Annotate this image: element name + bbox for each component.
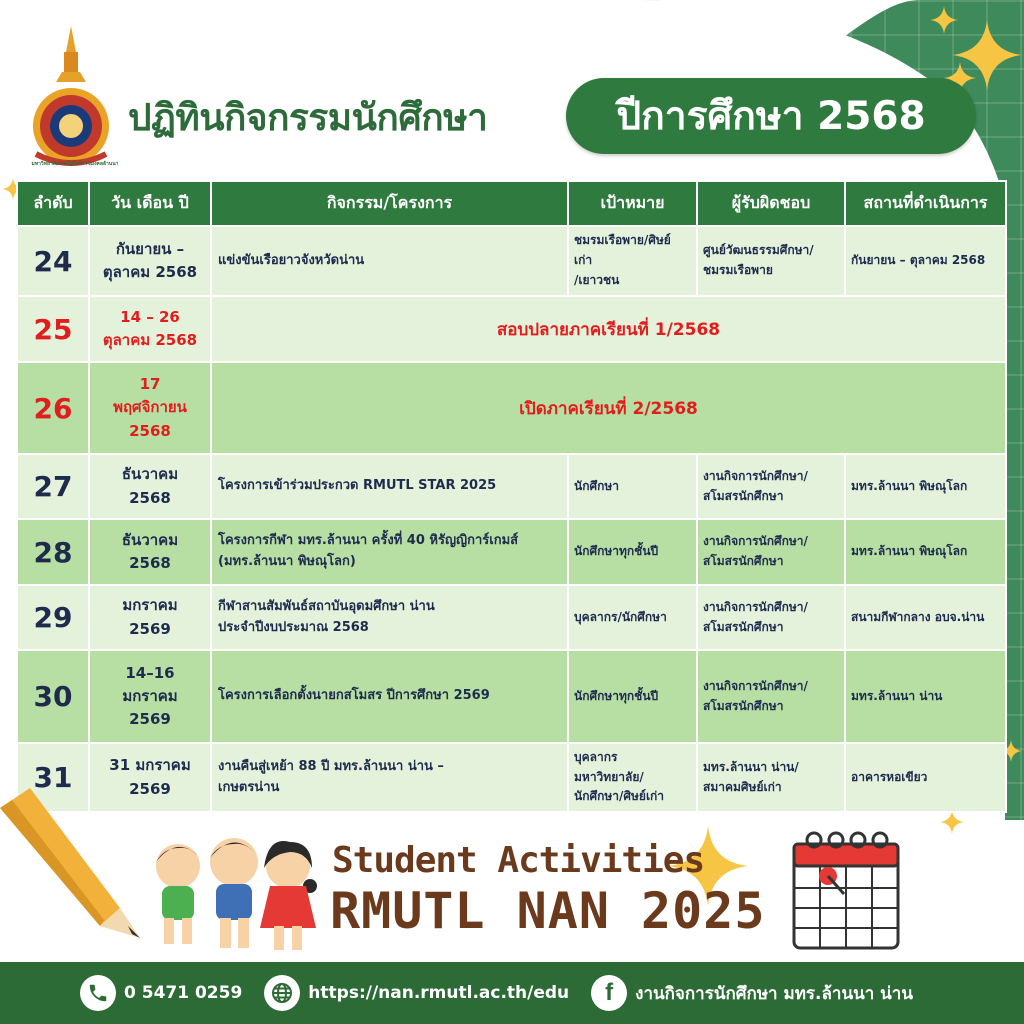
row-activity: เปิดภาคเรียนที่ 2/2568 — [211, 362, 1006, 454]
row-number: 31 — [17, 743, 89, 812]
academic-year-badge: ปีการศึกษา 2568 — [566, 78, 976, 154]
row-activity: โครงการกีฬา มทร.ล้านนา ครั้งที่ 40 หิรัญญิการ์เกมส์ (มทร.ล้านนา พิษณุโลก) — [211, 519, 568, 585]
row-date: กันยายน – ตุลาคม 2568 — [89, 226, 211, 296]
column-header: ผู้รับผิดชอบ — [697, 181, 845, 226]
table-row — [17, 585, 1006, 650]
row-date: 17 พฤศจิกายน 2568 — [89, 362, 211, 454]
sparkle-icon — [940, 810, 964, 834]
row-target: นักศึกษา — [568, 454, 697, 519]
pencil-icon — [0, 788, 150, 948]
row-activity: สอบปลายภาคเรียนที่ 1/2568 — [211, 296, 1006, 362]
table-row — [17, 454, 1006, 519]
calendar-icon — [786, 828, 906, 954]
phone-number: 0 5471 0259 — [124, 983, 243, 1003]
row-location: กันยายน – ตุลาคม 2568 — [845, 226, 1006, 296]
row-target: ชมรมเรือพาย/ศิษย์ เก่า /เยาวชน — [568, 226, 697, 296]
row-number: 28 — [17, 519, 89, 585]
row-activity: โครงการเลือกตั้งนายกสโมสร ปีการศึกษา 2569 — [211, 650, 568, 743]
facebook-page: งานกิจการนักศึกษา มทร.ล้านนา น่าน — [635, 983, 913, 1004]
column-header: ลำดับ — [17, 181, 89, 226]
row-target: นักศึกษาทุกชั้นปี — [568, 519, 697, 585]
logo-caption: มหาวิทยาลัยเทคโนโลยีราชมงคลล้านนา — [31, 161, 119, 167]
activity-schedule-table — [16, 180, 1007, 813]
row-number: 27 — [17, 454, 89, 519]
column-header: วัน เดือน ปี — [89, 181, 211, 226]
row-activity: งานคืนสู่เหย้า 88 ปี มทร.ล้านนา น่าน – เกษตรน่าน — [211, 743, 568, 812]
row-date: มกราคม 2569 — [89, 585, 211, 650]
row-date: ธันวาคม 2568 — [89, 454, 211, 519]
row-number: 25 — [17, 296, 89, 362]
facebook-icon: f — [591, 975, 627, 1011]
column-header: สถานที่ดำเนินการ — [845, 181, 1006, 226]
table-row — [17, 226, 1006, 296]
row-owner: งานกิจการนักศึกษา/ สโมสรนักศึกษา — [697, 454, 845, 519]
row-location: มทร.ล้านนา น่าน — [845, 650, 1006, 743]
contact-facebook[interactable] — [591, 975, 913, 1011]
table-row — [17, 296, 1006, 362]
row-owner: งานกิจการนักศึกษา/ สโมสรนักศึกษา — [697, 585, 845, 650]
row-date: ธันวาคม 2568 — [89, 519, 211, 585]
table-header-row — [17, 181, 1006, 226]
row-owner: งานกิจการนักศึกษา/ สโมสรนักศึกษา — [697, 519, 845, 585]
column-header: กิจกรรม/โครงการ — [211, 181, 568, 226]
row-date: 14–16 มกราคม 2569 — [89, 650, 211, 743]
row-location: มทร.ล้านนา พิษณุโลก — [845, 519, 1006, 585]
website-url: https://nan.rmutl.ac.th/edu — [308, 983, 570, 1003]
row-activity: กีฬาสานสัมพันธ์สถาบันอุดมศึกษา น่าน ประจำปีงบประมาณ 2568 — [211, 585, 568, 650]
column-header: เป้าหมาย — [568, 181, 697, 226]
table-row — [17, 650, 1006, 743]
row-date: 14 – 26 ตุลาคม 2568 — [89, 296, 211, 362]
row-owner: มทร.ล้านนา น่าน/ สมาคมศิษย์เก่า — [697, 743, 845, 812]
table-row — [17, 362, 1006, 454]
row-owner: งานกิจการนักศึกษา/ สโมสรนักศึกษา — [697, 650, 845, 743]
row-activity: โครงการเข้าร่วมประกวด RMUTL STAR 2025 — [211, 454, 568, 519]
contact-bar — [0, 962, 1024, 1024]
row-activity: แข่งขันเรือยาวจังหวัดน่าน — [211, 226, 568, 296]
row-target: บุคลากร มหาวิทยาลัย/ นักศึกษา/ศิษย์เก่า — [568, 743, 697, 812]
banner-line-1: Student Activities — [332, 840, 705, 881]
row-target: บุคลากร/นักศึกษา — [568, 585, 697, 650]
row-location: อาคารหอเขียว — [845, 743, 1006, 812]
contact-website[interactable] — [264, 975, 569, 1011]
row-number: 29 — [17, 585, 89, 650]
globe-icon — [264, 975, 300, 1011]
table-row — [17, 743, 1006, 812]
row-number: 26 — [17, 362, 89, 454]
banner-line-2: RMUTL NAN 2025 — [330, 882, 766, 940]
page-title: ปฏิทินกิจกรรมนักศึกษา — [128, 96, 488, 139]
table-row — [17, 519, 1006, 585]
row-target: นักศึกษาทุกชั้นปี — [568, 650, 697, 743]
phone-icon — [80, 975, 116, 1011]
row-number: 30 — [17, 650, 89, 743]
university-logo — [26, 22, 116, 172]
row-location: มทร.ล้านนา พิษณุโลก — [845, 454, 1006, 519]
contact-phone[interactable] — [80, 975, 242, 1011]
row-owner: ศูนย์วัฒนธรรมศึกษา/ ชมรมเรือพาย — [697, 226, 845, 296]
row-number: 24 — [17, 226, 89, 296]
row-location: สนามกีฬากลาง อบจ.น่าน — [845, 585, 1006, 650]
row-date: 31 มกราคม 2569 — [89, 743, 211, 812]
running-kids-illustration — [140, 828, 330, 958]
